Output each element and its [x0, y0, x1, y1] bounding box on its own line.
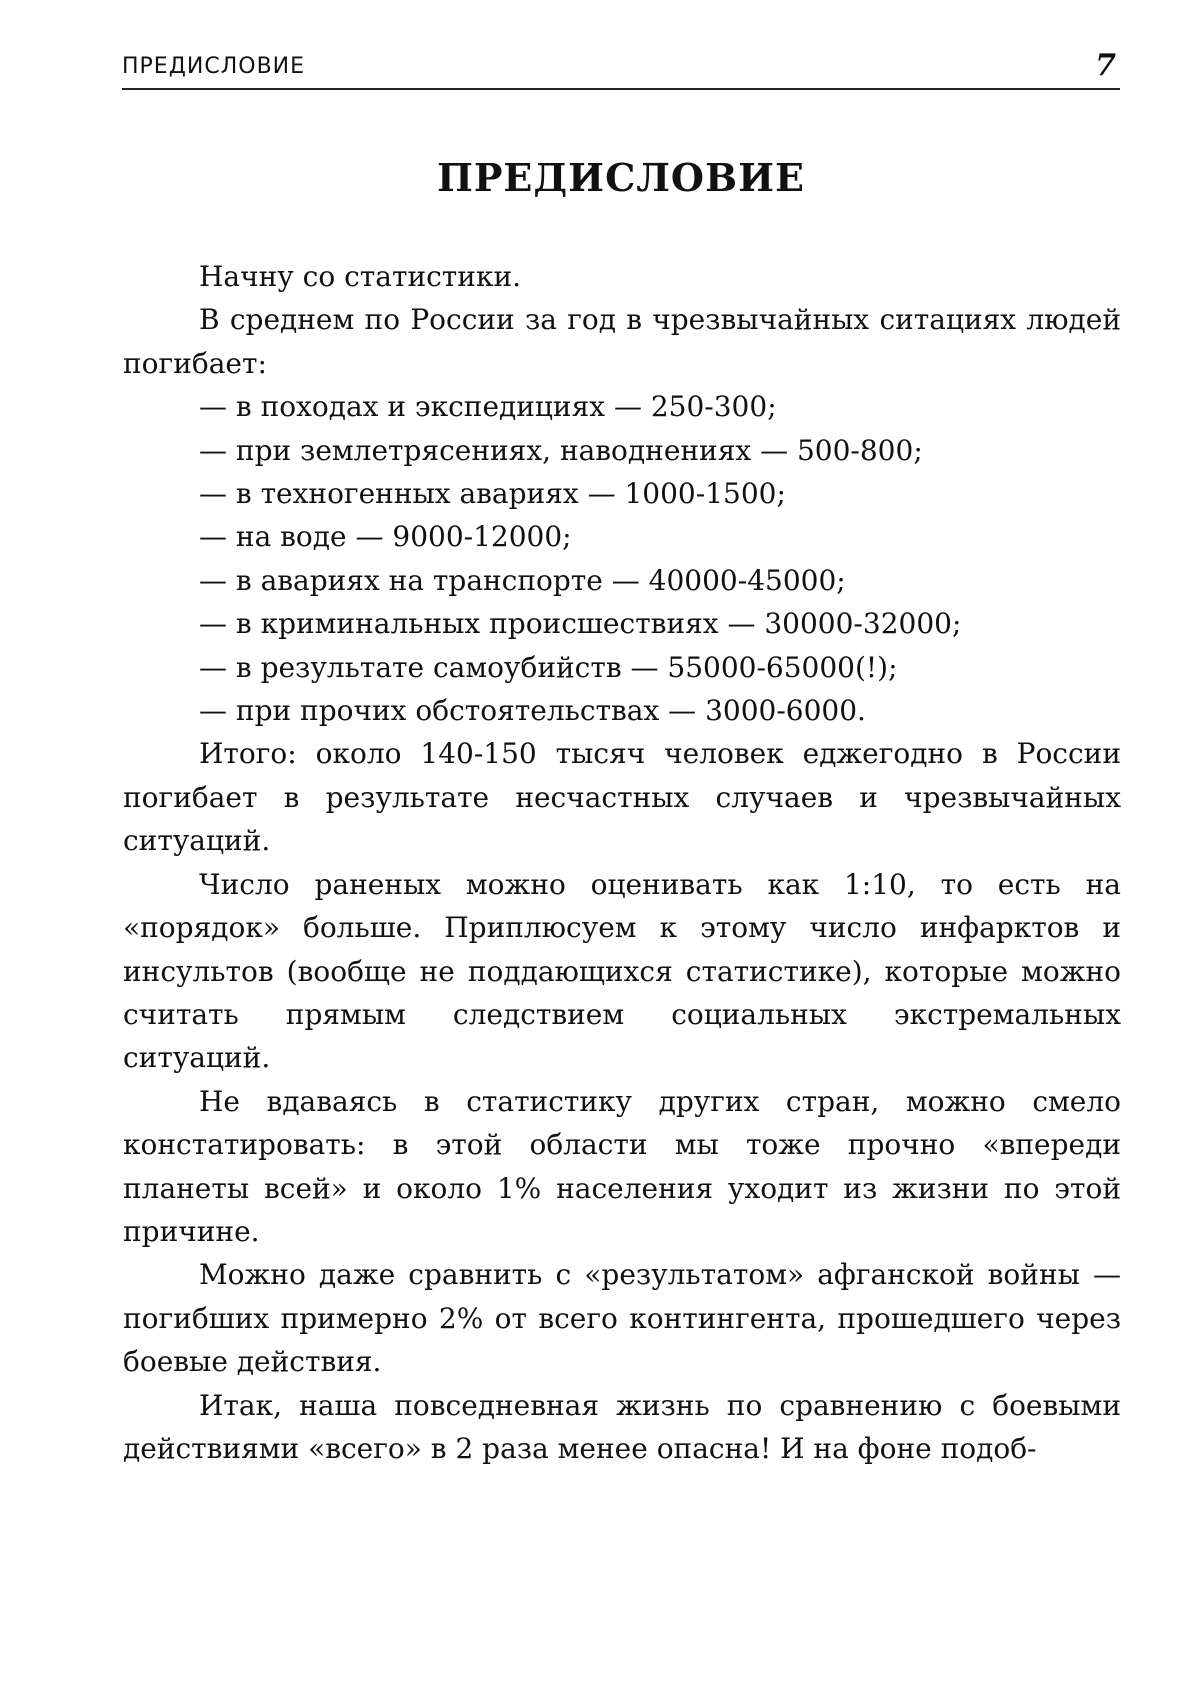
list-item-suicide: — в результате самоубийств — 55000-65000(!);: [123, 646, 1121, 689]
list-item-industrial: — в техногенных авариях — 1000-1500;: [123, 472, 1121, 515]
afghan-war-paragraph: Можно даже сравнить с «результатом» афганской войны — погибших примерно 2% от всего контингента, прошедшего через боевые действия.: [123, 1253, 1121, 1383]
injured-paragraph: Число раненых можно оценивать как 1:10, то есть на «порядок» больше. Приплюсуем к этому число инфарктов и инсультов (вообще не поддающихся статистике), которые можно считать прямым следствием социальных экстремальных ситуаций.: [123, 863, 1121, 1080]
book-page: [0, 0, 1200, 1687]
conclusion-paragraph: Итак, наша повседневная жизнь по сравнению с боевыми действиями «всего» в 2 раза менее опасна! И на фоне подоб-: [123, 1384, 1121, 1471]
intro-paragraph: Начну со статистики.: [123, 255, 1121, 298]
list-item-transport: — в авариях на транспорте — 40000-45000;: [123, 559, 1121, 602]
page-number: 7: [1095, 48, 1116, 83]
list-item-hiking: — в походах и экспедициях — 250-300;: [123, 385, 1121, 428]
running-header: [122, 48, 1120, 90]
other-countries-paragraph: Не вдаваясь в статистику других стран, можно смело констатировать: в этой области мы тоже прочно «впереди планеты всей» и около 1% населения уходит из жизни по этой причине.: [123, 1080, 1121, 1254]
stats-intro-paragraph: В среднем по России за год в чрезвычайных ситациях людей погибает:: [123, 298, 1121, 385]
list-item-earthquakes: — при землетрясениях, наводнениях — 500-800;: [123, 429, 1121, 472]
running-title: ПРЕДИСЛОВИЕ: [122, 54, 305, 79]
body-text: [123, 255, 1121, 1470]
chapter-title: ПРЕДИСЛОВИЕ: [0, 155, 1200, 200]
total-paragraph: Итого: около 140-150 тысяч человек еджегодно в России погибает в результате несчастных случаев и чрезвычайных ситуаций.: [123, 732, 1121, 862]
list-item-criminal: — в криминальных происшествиях — 30000-32000;: [123, 602, 1121, 645]
list-item-other: — при прочих обстоятельствах — 3000-6000.: [123, 689, 1121, 732]
list-item-water: — на воде — 9000-12000;: [123, 515, 1121, 558]
